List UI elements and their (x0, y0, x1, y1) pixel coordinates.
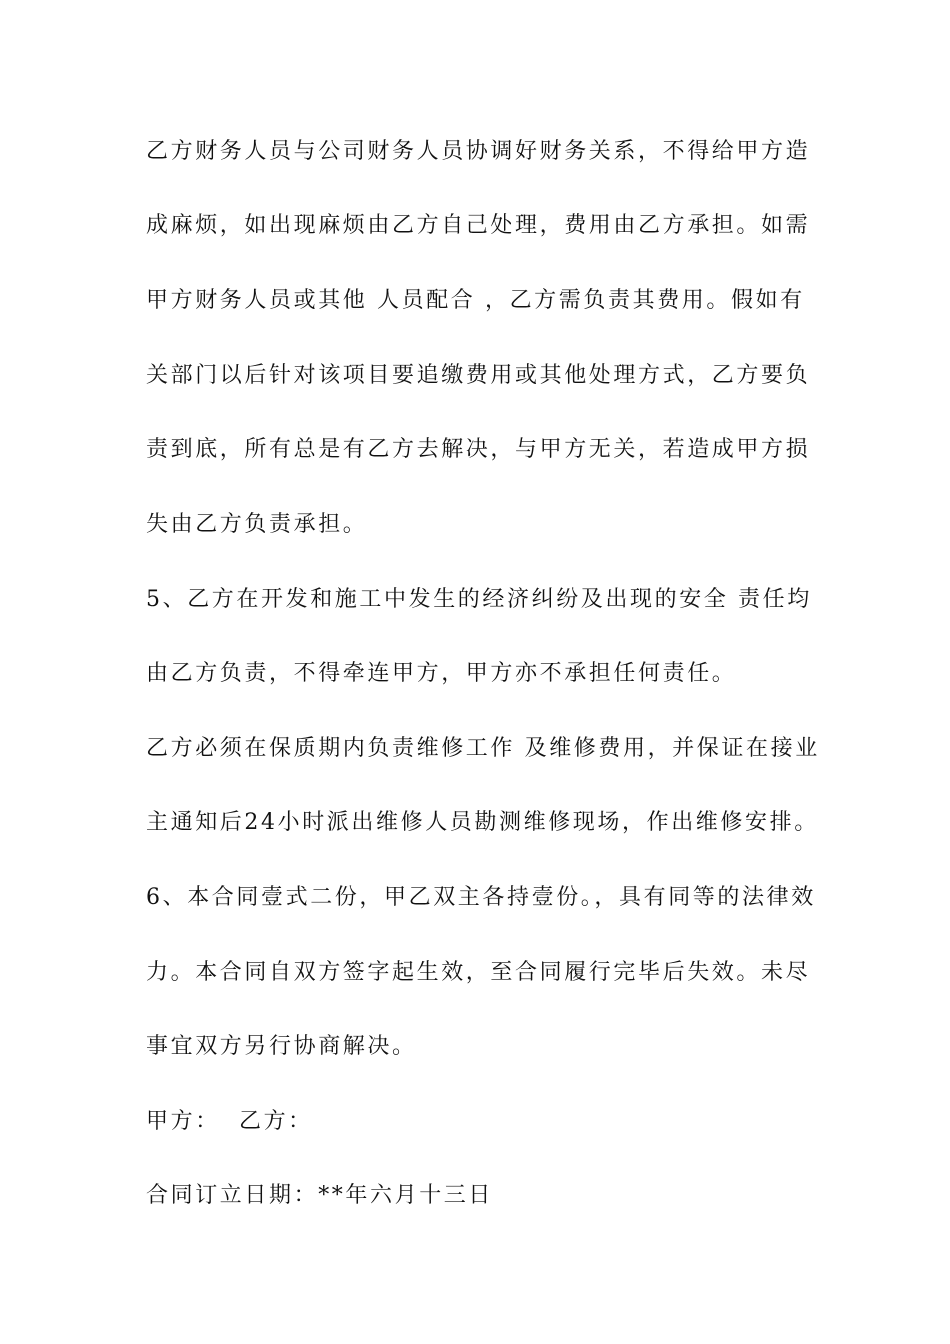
contract-date: 合同订立日期：**年六月十三日 (146, 1183, 494, 1208)
clause-5-line: 由乙方负责，不得牵连甲方，甲方亦不承担任何责任。 (146, 661, 737, 686)
clause-6-line: 事宜双方另行协商解决。 (146, 1034, 417, 1059)
paragraph-line: 关部门以后针对该项目要追缴费用或其他处理方式，乙方要负 (146, 363, 811, 388)
signature-parties: 甲方： 乙方： (146, 1109, 313, 1134)
paragraph-line: 主通知后24小时派出维修人员勘测维修现场，作出维修安排。 (146, 810, 819, 835)
clause-6-line: 6、本合同壹式二份，甲乙双主各持壹份。，具有同等的法律效 (146, 885, 816, 910)
paragraph-line: 乙方财务人员与公司财务人员协调好财务关系，不得给甲方造 (146, 139, 811, 164)
paragraph-line: 失由乙方负责承担。 (146, 512, 368, 537)
paragraph-line: 甲方财务人员或其他 人员配合 ，乙方需负责其费用。假如有 (146, 288, 805, 313)
paragraph-line: 责到底，所有总是有乙方去解决，与甲方无关，若造成甲方损 (146, 437, 811, 462)
clause-6-line: 力。本合同自双方签字起生效，至合同履行完毕后失效。未尽 (146, 960, 811, 985)
clause-5-line: 5、乙方在开发和施工中发生的经济纠纷及出现的安全 责任均 (146, 587, 812, 612)
paragraph-line: 乙方必须在保质期内负责维修工作 及维修费用，并保证在接业 (146, 736, 820, 761)
paragraph-line: 成麻烦，如出现麻烦由乙方自己处理，费用由乙方承担。如需 (146, 213, 811, 238)
